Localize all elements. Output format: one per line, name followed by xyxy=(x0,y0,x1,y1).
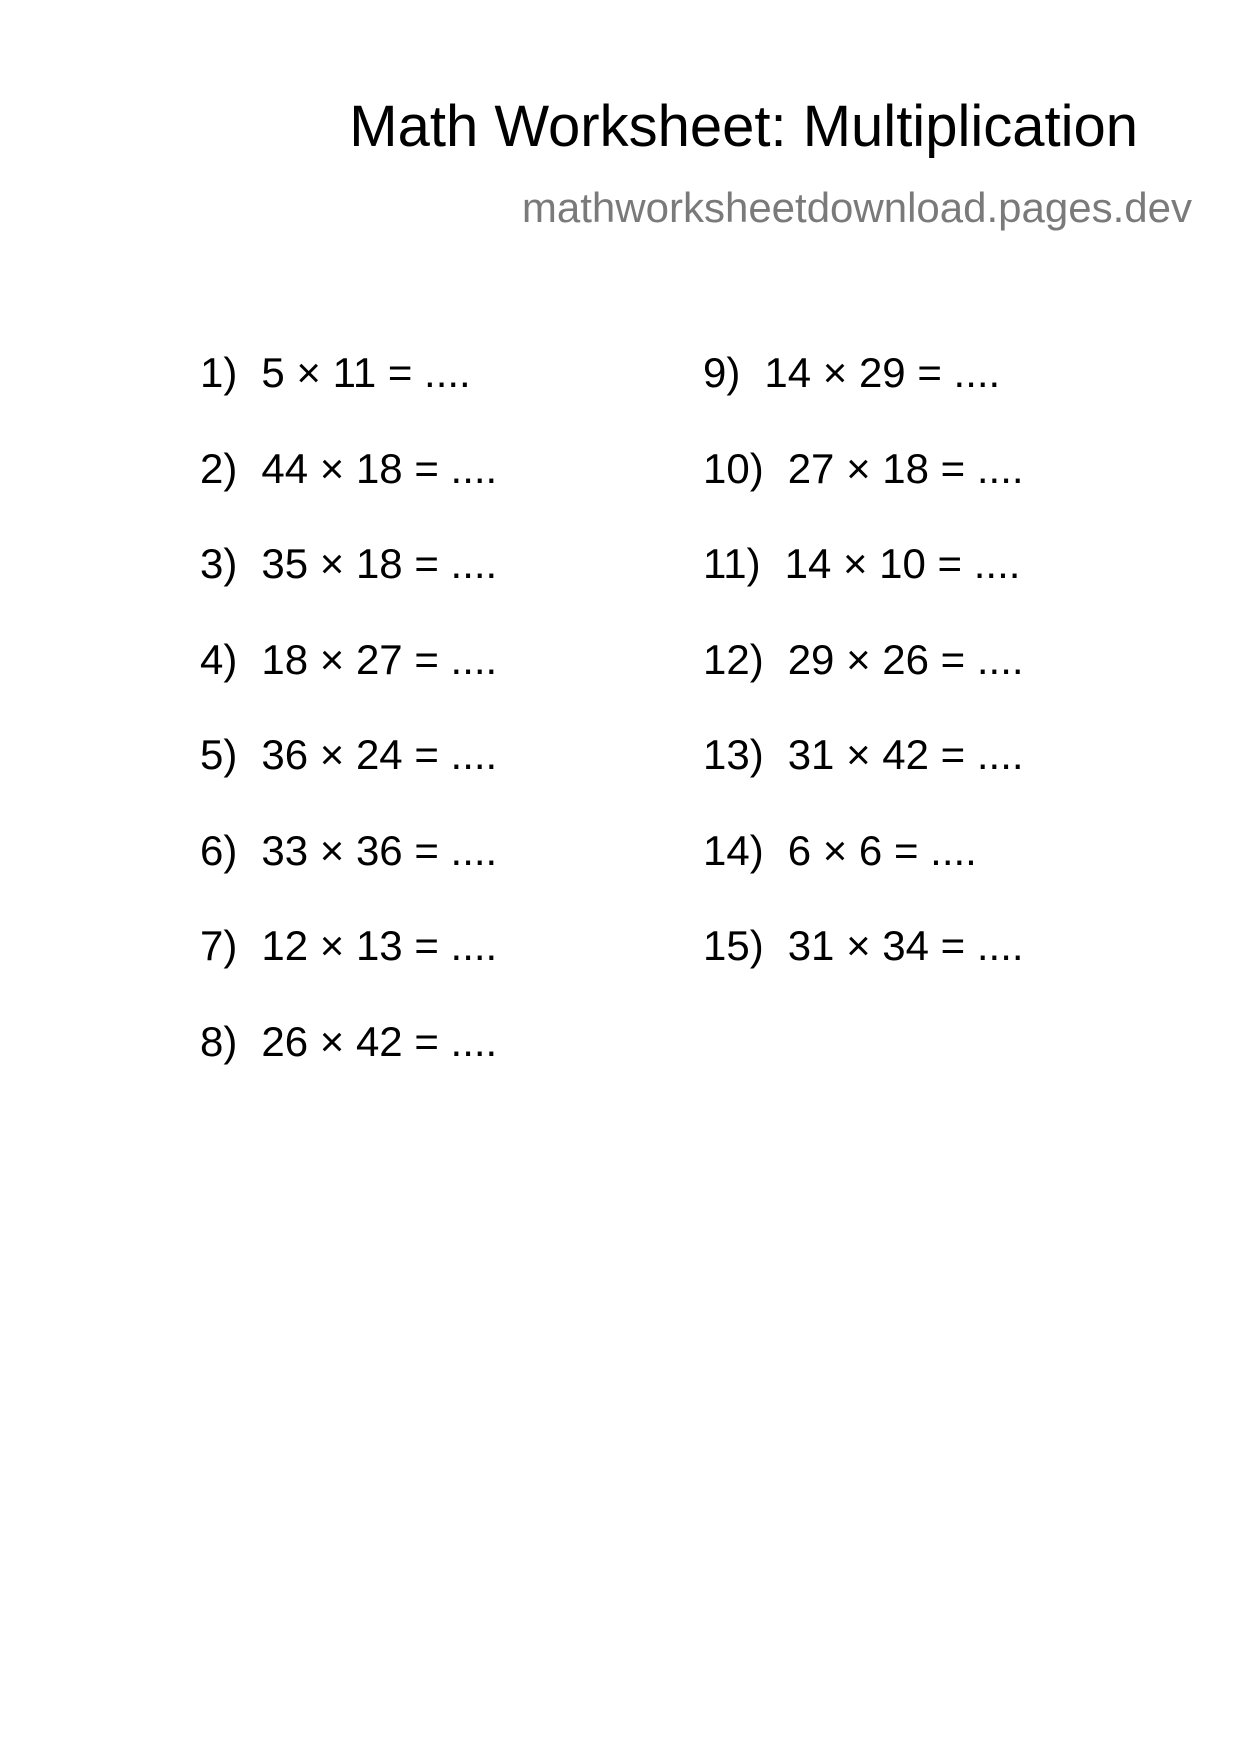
problem-expression: 36 × 24 = .... xyxy=(261,731,498,778)
problem-expression: 27 × 18 = .... xyxy=(787,444,1024,492)
problem-number: 4) xyxy=(200,635,238,683)
problem-number: 5) xyxy=(200,731,238,778)
problem-expression: 5 × 11 = .... xyxy=(261,349,471,396)
problem-number: 10) xyxy=(703,444,764,492)
problem-number: 2) xyxy=(200,444,238,492)
problem-number: 15) xyxy=(703,922,764,969)
problem-column-left xyxy=(200,349,498,1116)
problem-number: 13) xyxy=(703,731,764,778)
problem-expression: 6 × 6 = .... xyxy=(787,826,977,874)
problem-number: 14) xyxy=(703,826,764,874)
problem-expression: 14 × 29 = .... xyxy=(764,349,1001,396)
problem-number: 6) xyxy=(200,826,238,874)
problem-item-7 xyxy=(200,922,498,1021)
problem-expression: 31 × 42 = .... xyxy=(787,731,1024,778)
problem-expression: 35 × 18 = .... xyxy=(261,540,498,587)
problem-number: 3) xyxy=(200,540,238,587)
problem-item-3 xyxy=(200,540,498,639)
problem-item-5 xyxy=(200,731,498,830)
problem-item-11 xyxy=(703,540,1024,639)
problem-item-15 xyxy=(703,922,1024,1021)
problem-item-2 xyxy=(200,444,498,544)
problem-number: 11) xyxy=(703,540,761,587)
problem-item-1 xyxy=(200,349,497,448)
problem-item-13 xyxy=(703,731,1024,830)
worksheet-source-url: mathworksheetdownload.pages.dev xyxy=(521,184,1192,231)
problem-item-8 xyxy=(200,1017,498,1117)
problem-number: 7) xyxy=(200,922,238,969)
problem-item-9 xyxy=(703,349,1024,448)
problem-item-6 xyxy=(200,826,498,926)
problem-item-4 xyxy=(200,635,498,735)
problem-expression: 31 × 34 = .... xyxy=(787,922,1024,969)
problem-column-right xyxy=(703,349,1024,1021)
problem-number: 12) xyxy=(703,635,764,683)
problem-number: 9) xyxy=(703,349,741,396)
problem-number: 8) xyxy=(200,1017,238,1065)
problem-expression: 12 × 13 = .... xyxy=(261,922,498,969)
problem-number: 1) xyxy=(200,349,238,396)
problem-item-10 xyxy=(703,444,1024,544)
problem-expression: 26 × 42 = .... xyxy=(261,1017,498,1065)
problem-expression: 29 × 26 = .... xyxy=(787,635,1024,683)
problem-item-12 xyxy=(703,635,1024,735)
problem-expression: 33 × 36 = .... xyxy=(261,826,498,874)
worksheet-title: Math Worksheet: Multiplication xyxy=(349,94,1138,159)
problem-item-14 xyxy=(703,826,1024,926)
problem-expression: 44 × 18 = .... xyxy=(261,444,498,492)
problem-expression: 14 × 10 = .... xyxy=(784,540,1021,587)
problem-expression: 18 × 27 = .... xyxy=(261,635,498,683)
